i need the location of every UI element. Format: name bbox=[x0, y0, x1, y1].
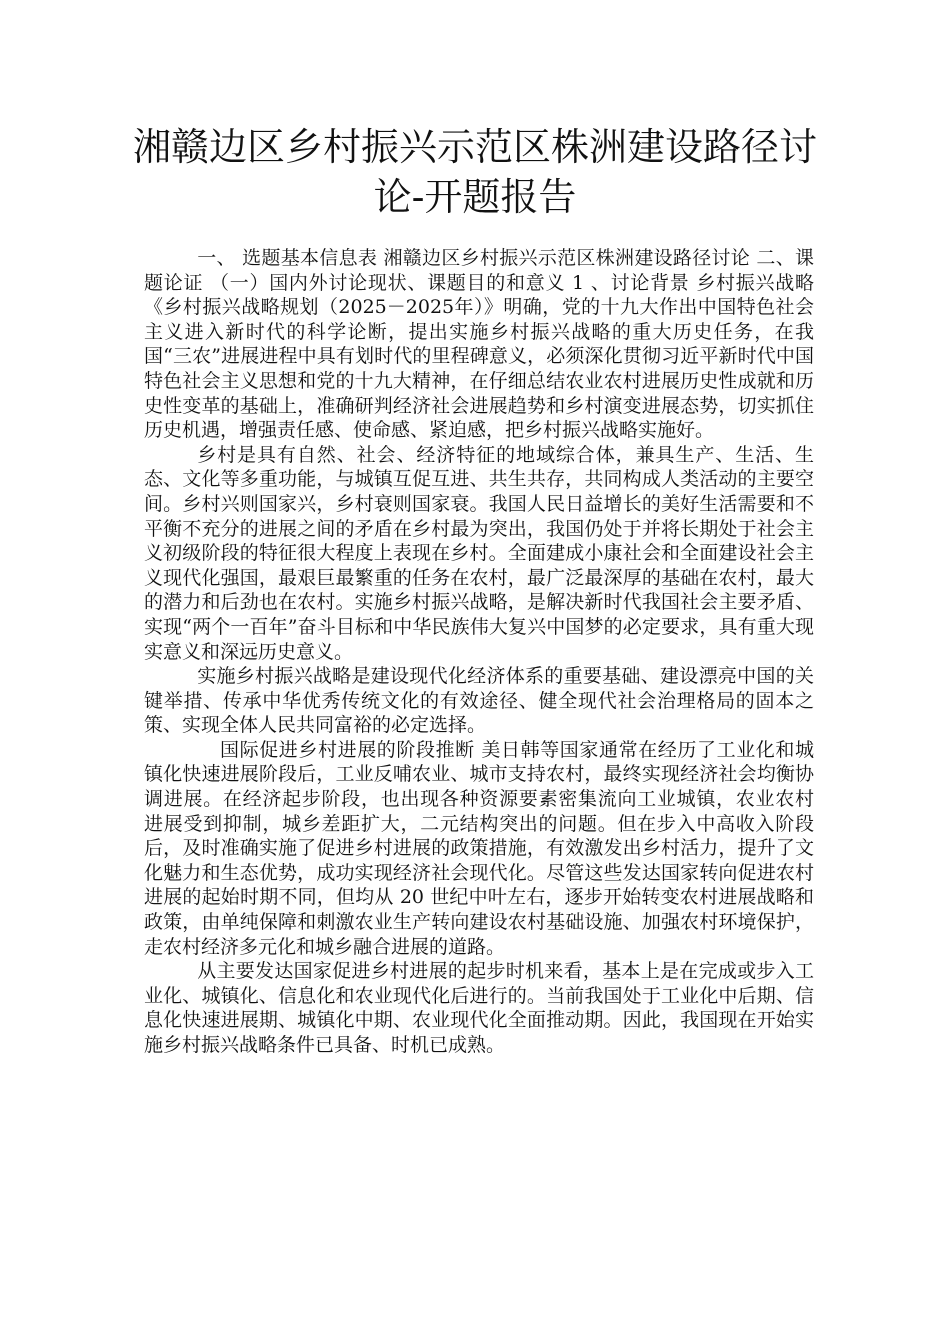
title-line-1: 湘赣边区乡村振兴示范区株洲建设路径讨 bbox=[132, 125, 817, 169]
document-title bbox=[100, 122, 850, 222]
paragraph-timing: 从主要发达国家促进乡村进展的起步时机来看，基本上是在完成或步入工业化、城镇化、信息化和农业现代化后进行的。当前我国处于工业化中后期、信息化快速进展期、城镇化中期、农业现代化全面推动期。因此，我国现在开始实施乡村振兴战略条件已具备、时机已成熟。 bbox=[144, 960, 814, 1056]
paragraph-strategy-significance: 实施乡村振兴战略是建设现代化经济体系的重要基础、建设漂亮中国的关键举措、传承中华优秀传统文化的有效途径、健全现代社会治理格局的固本之策、实现全体人民共同富裕的必定选择。 bbox=[144, 665, 814, 737]
document-body bbox=[144, 246, 814, 1058]
paragraph-rural-importance: 乡村是具有自然、社会、经济特征的地域综合体，兼具生产、生活、生态、文化等多重功能，与城镇互促互进、共生共存，共同构成人类活动的主要空间。乡村兴则国家兴，乡村衰则国家衰。我国人民日益增长的美好生活需要和不平衡不充分的进展之间的矛盾在乡村最为突出，我国仍处于并将长期处于社会主义初级阶段的特征很大程度上表现在乡村。全面建成小康社会和全面建设社会主义现代化强国，最艰巨最繁重的任务在农村，最广泛最深厚的基础在农村，最大的潜力和后劲也在农村。实施乡村振兴战略，是解决新时代我国社会主要矛盾、实现“两个一百年”奋斗目标和中华民族伟大复兴中国梦的必定要求，具有重大现实意义和深远历史意义。 bbox=[144, 443, 814, 663]
paragraph-background: 一、 选题基本信息表 湘赣边区乡村振兴示范区株洲建设路径讨论 二、课题论证 （一）国内外讨论现状、课题目的和意义 1 、讨论背景 乡村振兴战略 《乡村振兴战略规划（2025－2025年）》明确，党的十九大作出中国特色社会主义进入新时代的科学论断，提出实施乡村振兴战略的重大历史任务，在我国“三农”进展进程中具有划时代的里程碑意义，必须深化贯彻习近平新时代中国特色社会主义思想和党的十九大精神，在仔细总结农业农村进展历史性成就和历史性变革的基础上，准确研判经济社会进展趋势和乡村演变进展态势，切实抓住历史机遇，增强责任感、使命感、紧迫感，把乡村振兴战略实施好。 bbox=[144, 247, 814, 442]
paragraph-international-stage: 国际促进乡村进展的阶段推断 美日韩等国家通常在经历了工业化和城镇化快速进展阶段后，工业反哺农业、城市支持农村，最终实现经济社会均衡协调进展。在经济起步阶段，也出现各种资源要素密集流向工业城镇，农业农村 进展受到抑制，城乡差距扩大，二元结构突出的问题。但在步入中高收入阶段后，及时准确实施了促进乡村进展的政策措施，有效激发出乡村活力，提升了文化魅力和生态优势，成功实现经济社会现代化。尽管这些发达国家转向促进农村进展的起始时期不同，但均从 20 世纪中叶左右，逐步开始转变农村进展战略和政策，由单纯保障和刺激农业生产转向建设农村基础设施、加强农村环境保护，走农村经济多元化和城乡融合进展的道路。 bbox=[144, 738, 814, 958]
title-line-2: 论-开题报告 bbox=[373, 175, 577, 219]
